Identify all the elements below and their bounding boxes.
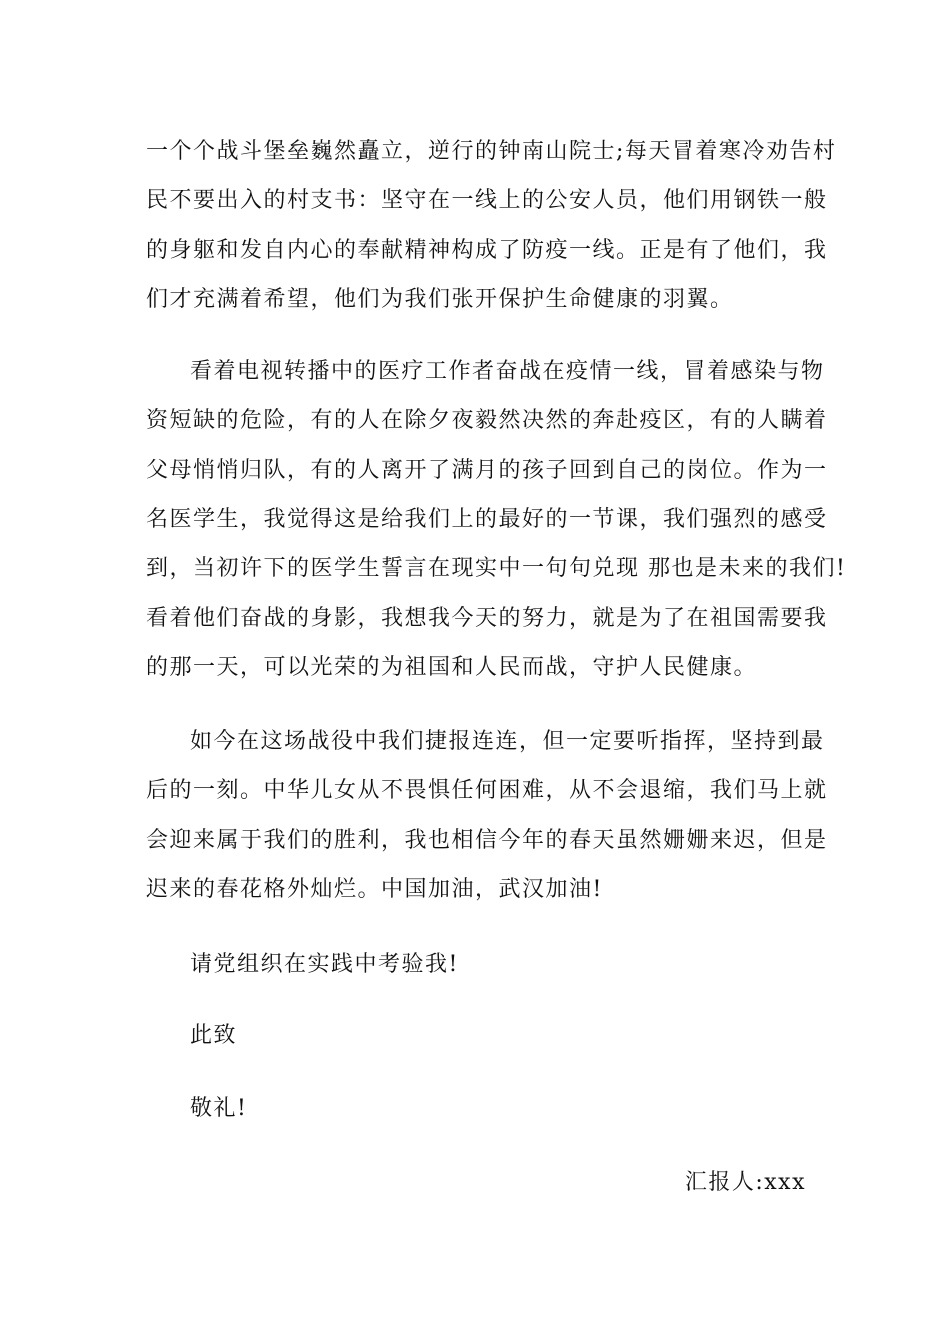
- paragraph-3-line-4: 迟来的春花格外灿烂。中国加油，武汉加油!: [146, 877, 603, 902]
- paragraph-3-line-3: 会迎来属于我们的胜利，我也相信今年的春天虽然姗姗来迟，但是: [146, 828, 828, 853]
- closing-salutation: 此致: [190, 1023, 238, 1048]
- paragraph-1-line-2: 民不要出入的村支书：坚守在一线上的公安人员，他们用钢铁一般: [146, 188, 828, 213]
- closing-regards: 敬礼!: [190, 1096, 248, 1121]
- paragraph-3-line-2: 后的一刻。中华儿女从不畏惧任何困难，从不会退缩，我们马上就: [146, 778, 828, 803]
- paragraph-1-line-4: 们才充满着希望，他们为我们张开保护生命健康的羽翼。: [146, 287, 734, 312]
- signature: 汇报人:xxx: [684, 1170, 806, 1195]
- paragraph-2-line-5: 到，当初许下的医学生誓言在现实中一句句兑现 那也是未来的我们!: [146, 556, 847, 581]
- paragraph-2-line-7: 的那一天，可以光荣的为祖国和人民而战，守护人民健康。: [146, 655, 758, 680]
- paragraph-1-line-1: 一个个战斗堡垒巍然矗立，逆行的钟南山院士;每天冒着寒冷劝告村: [146, 139, 837, 164]
- paragraph-2-line-6: 看着他们奋战的身影，我想我今天的努力，就是为了在祖国需要我: [146, 606, 828, 631]
- paragraph-2-line-3: 父母悄悄归队，有的人离开了满月的孩子回到自己的岗位。作为一: [146, 458, 828, 483]
- paragraph-2-line-4: 名医学生，我觉得这是给我们上的最好的一节课，我们强烈的感受: [146, 507, 828, 532]
- closing-request: 请党组织在实践中考验我!: [190, 952, 459, 977]
- paragraph-3-line-1: 如今在这场战役中我们捷报连连，但一定要听指挥，坚持到最: [190, 729, 825, 754]
- paragraph-2-line-2: 资短缺的危险，有的人在除夕夜毅然决然的奔赴疫区，有的人瞒着: [146, 408, 828, 433]
- paragraph-1-line-3: 的身躯和发自内心的奉献精神构成了防疫一线。正是有了他们，我: [146, 238, 828, 263]
- paragraph-2-line-1: 看着电视转播中的医疗工作者奋战在疫情一线，冒着感染与物: [190, 359, 825, 384]
